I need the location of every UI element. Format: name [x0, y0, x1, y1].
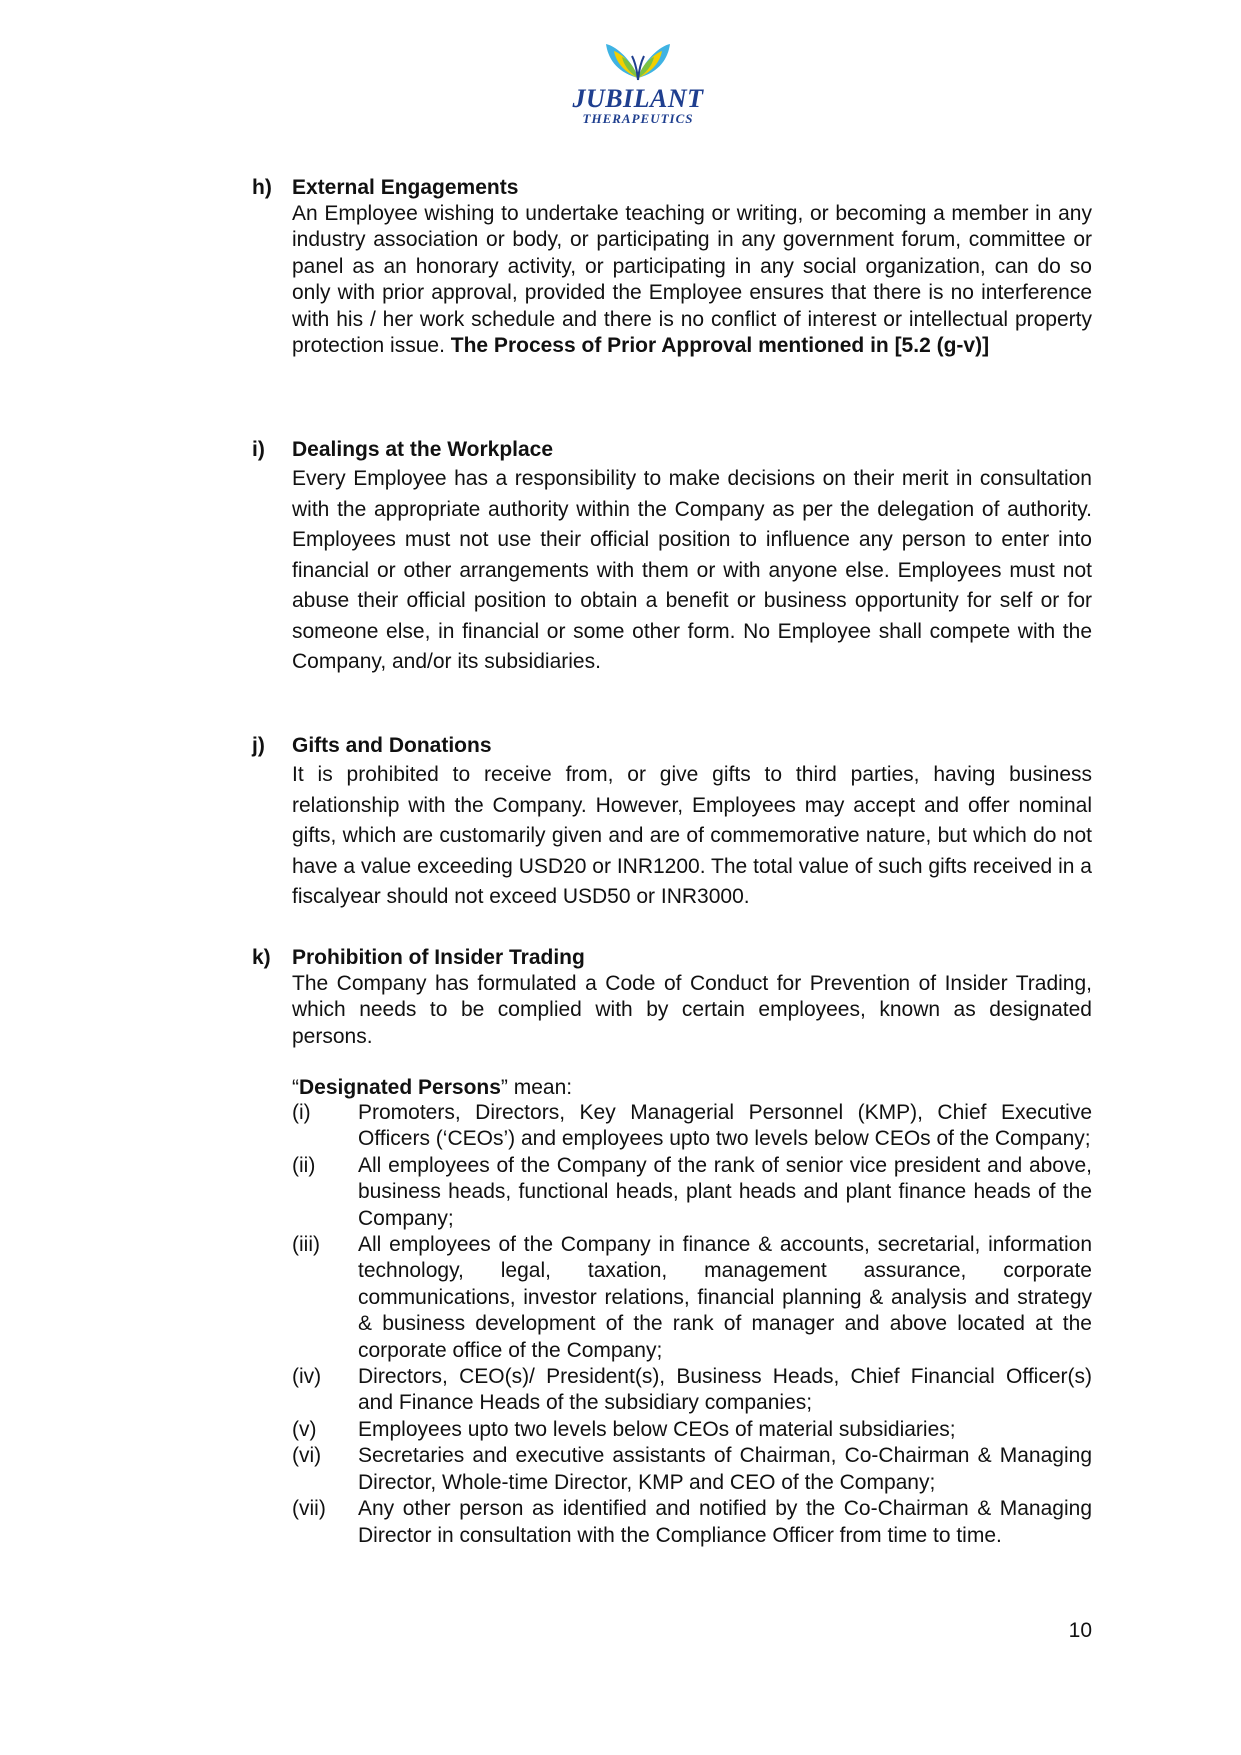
- list-item: [292, 1153, 1092, 1232]
- list-item-text: Promoters, Directors, Key Managerial Personnel (KMP), Chief Executive Officers (‘CEOs’) and employees upto two levels below CEOs of the Company;: [358, 1101, 1092, 1151]
- butterfly-logo-icon: [602, 38, 674, 84]
- list-item-text: Directors, CEO(s)/ President(s), Business Heads, Chief Financial Officer(s) and Finance Heads of the subsidiary companies;: [358, 1365, 1092, 1415]
- section-heading: External Engagements: [292, 176, 519, 199]
- section-heading: Prohibition of Insider Trading: [292, 946, 585, 969]
- list-item-text: All employees of the Company in finance & accounts, secretarial, information technology, legal, taxation, management assurance, corporate communications, investor relations, financial planning & analysis and strategy & business development of the rank of manager and above located at the corporate office of the Company;: [358, 1233, 1092, 1362]
- list-item-text: Any other person as identified and notified by the Co-Chairman & Managing Director in consultation with the Compliance Officer from time to time.: [358, 1497, 1092, 1547]
- section-body: [292, 201, 1092, 359]
- list-item-number: (vii): [292, 1497, 326, 1521]
- section-body: Every Employee has a responsibility to make decisions on their merit in consultation with the appropriate authority within the Company as per the delegation of authority. Employees must not use their official position to influence any person to enter into financial or other arrangements with them or with anyone else. Employees must not abuse their official position to obtain a benefit or business opportunity for self or for someone else, in financial or some other form. No Employee shall compete with the Company, and/or its subsidiaries.: [292, 467, 1092, 673]
- section-text: An Employee wishing to undertake teaching or writing, or becoming a member in any industry association or body, or participating in any government forum, committee or panel as an honorary activity, or participating in any social organization, can do so only with prior approval, provided the Employee ensures that there is no interference with his / her work schedule and there is no conflict of interest or intellectual property protection issue.: [292, 202, 1092, 358]
- list-item-number: (iii): [292, 1233, 320, 1257]
- section-bold-text: The Process of Prior Approval mentioned in [5.2 (g-v)]: [450, 334, 990, 358]
- designated-suffix: ” mean:: [500, 1076, 573, 1099]
- section-heading: Gifts and Donations: [292, 734, 492, 757]
- list-item-text: All employees of the Company of the rank of senior vice president and above, business heads, functional heads, plant heads and plant finance heads of the Company;: [358, 1153, 1092, 1230]
- designated-persons-intro: [292, 1075, 572, 1101]
- section-marker: j): [252, 734, 265, 757]
- list-item-text: Employees upto two levels below CEOs of material subsidiaries;: [358, 1417, 956, 1441]
- section-marker: i): [252, 438, 265, 461]
- list-item-number: (ii): [292, 1153, 316, 1177]
- list-item: [292, 1100, 1092, 1153]
- list-item-number: (v): [292, 1417, 317, 1441]
- list-item-number: (i): [292, 1101, 311, 1124]
- designated-persons-list: [292, 1100, 1092, 1549]
- list-item-number: (vi): [292, 1444, 322, 1468]
- page-number: 10: [1068, 1619, 1092, 1642]
- section-heading: Dealings at the Workplace: [292, 438, 554, 461]
- section-marker: k): [252, 946, 271, 969]
- logo-sub-text: THERAPEUTICS: [582, 111, 694, 126]
- section-marker: h): [252, 176, 272, 199]
- list-item: [292, 1364, 1092, 1417]
- list-item: [292, 1443, 1092, 1496]
- designated-term: Designated Persons: [299, 1076, 501, 1099]
- list-item: [292, 1232, 1092, 1364]
- list-item: [292, 1496, 1092, 1549]
- list-item-number: (iv): [292, 1365, 322, 1389]
- logo-brand-text: JUBILANT: [572, 84, 704, 113]
- open-quote: “: [292, 1076, 299, 1099]
- company-logo: [568, 38, 708, 133]
- section-body: It is prohibited to receive from, or give gifts to third parties, having business relationship with the Company. However, Employees may accept and offer nominal gifts, which are customarily given and are of commemorative nature, but which do not have a value exceeding USD20 or INR1200. The total value of such gifts received in a fiscalyear should not exceed USD50 or INR3000.: [292, 763, 1092, 908]
- list-item: [292, 1417, 1092, 1443]
- list-item-text: Secretaries and executive assistants of Chairman, Co-Chairman & Managing Director, Whole-time Director, KMP and CEO of the Company;: [358, 1444, 1092, 1494]
- section-body: The Company has formulated a Code of Conduct for Prevention of Insider Trading, which needs to be complied with by certain employees, known as designated persons.: [292, 972, 1092, 1048]
